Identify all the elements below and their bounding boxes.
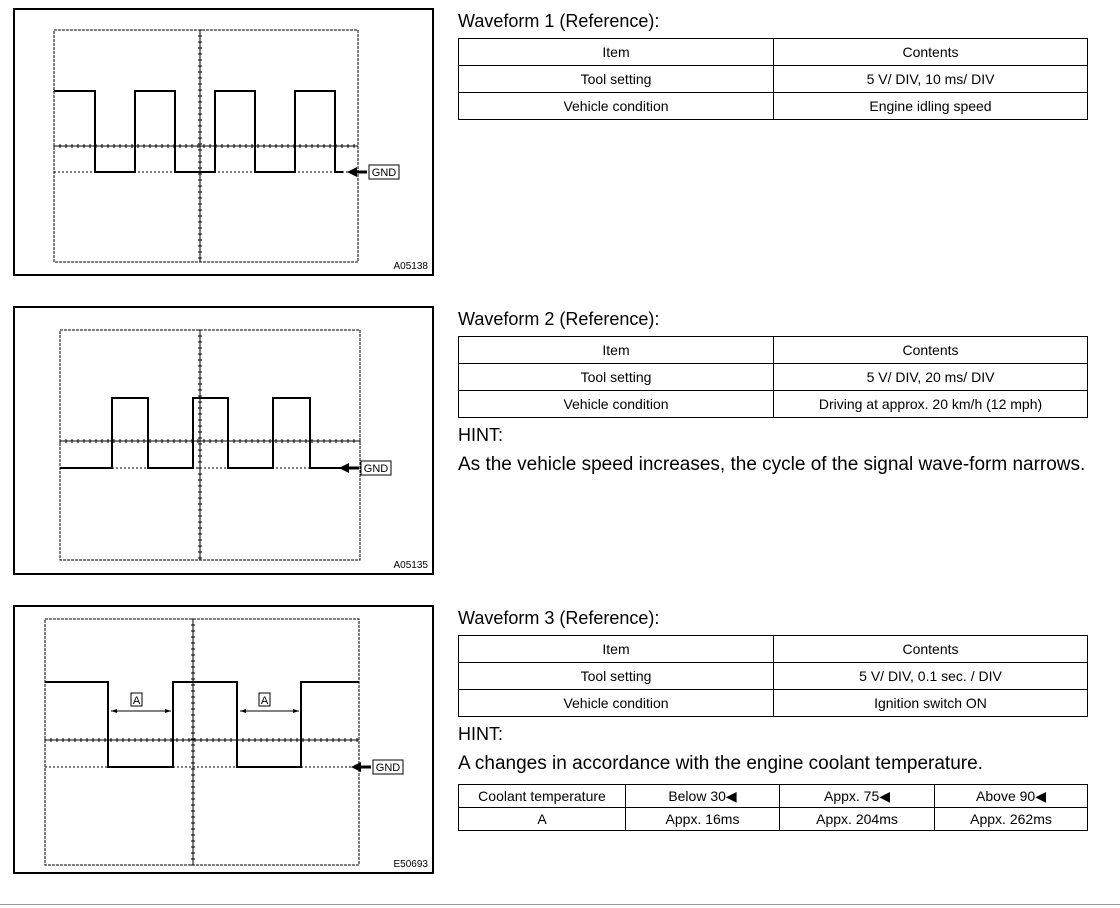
figure-id: A05138 bbox=[393, 261, 428, 272]
period-marker bbox=[240, 693, 299, 713]
table-cell: Driving at approx. 20 km/h (12 mph) bbox=[774, 391, 1088, 418]
table-cell: Tool setting bbox=[459, 66, 774, 93]
grid-ticks bbox=[54, 30, 354, 258]
table-cell: Appx. 204ms bbox=[780, 808, 935, 831]
waveform-1-section bbox=[458, 10, 1088, 120]
table-header: Item bbox=[459, 636, 774, 663]
table-header: Item bbox=[459, 337, 774, 364]
table-header: Appx. 75◀ bbox=[780, 785, 935, 808]
coolant-temperature-table bbox=[458, 784, 1088, 831]
waveform-3-section bbox=[458, 607, 1088, 831]
waveform-1-title: Waveform 1 (Reference): bbox=[458, 11, 660, 31]
table-cell: A bbox=[459, 808, 626, 831]
a-label: A bbox=[132, 695, 141, 707]
hint-label: HINT: bbox=[458, 724, 503, 744]
table-cell: Engine idling speed bbox=[774, 93, 1088, 120]
gnd-arrow bbox=[347, 165, 399, 179]
waveform-3-table bbox=[458, 635, 1088, 717]
table-cell: 5 V/ DIV, 0.1 sec. / DIV bbox=[774, 663, 1088, 690]
table-header: Below 30◀ bbox=[626, 785, 780, 808]
table-cell: Ignition switch ON bbox=[774, 690, 1088, 717]
grid-ticks bbox=[60, 330, 360, 558]
hint-text: A changes in accordance with the engine coolant temperature. bbox=[458, 753, 983, 774]
waveform-2-title: Waveform 2 (Reference): bbox=[458, 309, 660, 329]
table-header: Contents bbox=[774, 636, 1088, 663]
gnd-label: GND bbox=[363, 463, 389, 475]
table-cell: Tool setting bbox=[459, 364, 774, 391]
page-divider bbox=[0, 904, 1120, 905]
table-cell: Tool setting bbox=[459, 663, 774, 690]
table-cell: 5 V/ DIV, 10 ms/ DIV bbox=[774, 66, 1088, 93]
table-cell: Vehicle condition bbox=[459, 690, 774, 717]
waveform-1-table bbox=[458, 38, 1088, 120]
waveform-3-figure bbox=[13, 605, 434, 874]
hint-label: HINT: bbox=[458, 425, 503, 445]
table-header: Contents bbox=[774, 337, 1088, 364]
waveform-2-figure bbox=[13, 306, 434, 575]
gnd-arrow bbox=[339, 461, 391, 475]
figure-id: A05135 bbox=[393, 560, 428, 571]
table-cell: Appx. 262ms bbox=[935, 808, 1088, 831]
waveform-3-svg bbox=[15, 607, 436, 876]
a-label: A bbox=[260, 695, 269, 707]
waveform-3-trace bbox=[45, 682, 359, 767]
waveform-2-section bbox=[458, 308, 1088, 479]
waveform-1-svg bbox=[15, 10, 436, 278]
table-header: Coolant temperature bbox=[459, 785, 626, 808]
waveform-2-table bbox=[458, 336, 1088, 418]
table-cell: Vehicle condition bbox=[459, 93, 774, 120]
grid-ticks bbox=[45, 619, 357, 865]
hint-text: As the vehicle speed increases, the cycle of the signal wave-form narrows. bbox=[458, 454, 1086, 475]
figure-id: E50693 bbox=[393, 859, 428, 870]
table-header: Item bbox=[459, 39, 774, 66]
waveform-3-title: Waveform 3 (Reference): bbox=[458, 608, 660, 628]
table-cell: 5 V/ DIV, 20 ms/ DIV bbox=[774, 364, 1088, 391]
period-marker bbox=[111, 693, 171, 713]
table-header: Above 90◀ bbox=[935, 785, 1088, 808]
waveform-2-svg bbox=[15, 308, 436, 577]
table-cell: Vehicle condition bbox=[459, 391, 774, 418]
table-header: Contents bbox=[774, 39, 1088, 66]
gnd-label: GND bbox=[375, 762, 401, 774]
waveform-1-figure bbox=[13, 8, 434, 276]
gnd-label: GND bbox=[371, 167, 397, 179]
table-cell: Appx. 16ms bbox=[626, 808, 780, 831]
